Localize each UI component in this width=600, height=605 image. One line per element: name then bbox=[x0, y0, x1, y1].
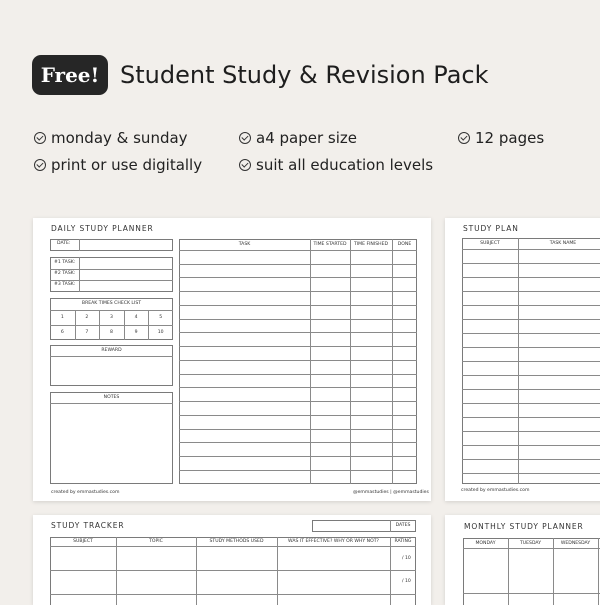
notes-title: NOTES bbox=[103, 395, 120, 400]
footer-credit: created by emmastudies.com bbox=[461, 488, 530, 493]
feature-item bbox=[34, 155, 202, 175]
table-header: RATING bbox=[394, 539, 412, 544]
feature-item bbox=[239, 128, 357, 148]
check-circle-icon bbox=[239, 132, 251, 144]
day-header: TUESDAY bbox=[519, 541, 542, 546]
check-circle-icon bbox=[34, 159, 46, 171]
free-badge: Free! bbox=[32, 55, 108, 95]
feature-item bbox=[34, 128, 188, 148]
check-circle-icon bbox=[34, 132, 46, 144]
table-header: TIME FINISHED bbox=[353, 242, 389, 247]
study-tracker-sheet bbox=[33, 515, 431, 605]
date-label: DATE: bbox=[57, 241, 71, 246]
rating-value: / 10 bbox=[402, 556, 411, 561]
break-number[interactable]: 2 bbox=[85, 315, 89, 320]
table-header: SUBJECT bbox=[73, 539, 93, 544]
break-number[interactable]: 6 bbox=[60, 330, 64, 335]
feature-label: print or use digitally bbox=[51, 156, 203, 174]
table-header: DONE bbox=[397, 242, 412, 247]
check-circle-icon bbox=[239, 159, 251, 171]
sheet-title: STUDY PLAN bbox=[463, 224, 519, 233]
task-label: #3 TASK: bbox=[54, 282, 76, 287]
task-table bbox=[179, 239, 417, 484]
break-number[interactable]: 4 bbox=[134, 315, 138, 320]
study-plan-sheet bbox=[445, 218, 600, 501]
footer-credit: created by emmastudies.com bbox=[51, 490, 120, 495]
feature-label: suit all education levels bbox=[256, 156, 434, 174]
feature-label: a4 paper size bbox=[256, 129, 357, 147]
break-number[interactable]: 8 bbox=[110, 330, 113, 335]
break-number[interactable]: 3 bbox=[110, 315, 113, 320]
sheet-title: DAILY STUDY PLANNER bbox=[51, 224, 154, 233]
break-number[interactable]: 9 bbox=[134, 330, 138, 335]
check-circle-icon bbox=[458, 132, 470, 144]
break-number[interactable]: 7 bbox=[85, 330, 89, 335]
feature-item bbox=[458, 128, 544, 148]
day-header: MONDAY bbox=[475, 541, 496, 546]
rating-value: / 10 bbox=[402, 579, 411, 584]
daily-study-planner-sheet bbox=[33, 218, 431, 501]
break-number[interactable]: 5 bbox=[159, 315, 163, 320]
table-header: WAS IT EFFECTIVE? WHY OR WHY NOT? bbox=[288, 539, 379, 544]
day-header: WEDNESDAY bbox=[560, 541, 591, 546]
table-header: TASK bbox=[238, 242, 251, 247]
break-number[interactable]: 1 bbox=[60, 315, 64, 320]
break-times-title: BREAK TIMES CHECK LIST bbox=[81, 301, 142, 306]
feature-item bbox=[239, 155, 433, 175]
monthly-study-planner-sheet bbox=[445, 515, 600, 605]
sheet-title: MONTHLY STUDY PLANNER bbox=[464, 522, 584, 531]
page-title: Student Study & Revision Pack bbox=[120, 61, 489, 89]
table-header: TIME STARTED bbox=[313, 242, 347, 247]
feature-label: monday & sunday bbox=[51, 129, 188, 147]
task-label: #1 TASK: bbox=[54, 260, 76, 265]
table-header: TOPIC bbox=[149, 539, 163, 544]
dates-label: DATES bbox=[395, 523, 411, 528]
break-number[interactable]: 10 bbox=[157, 330, 164, 335]
notes-box bbox=[50, 392, 173, 484]
table-header: SUBJECT bbox=[480, 241, 500, 246]
task-label: #2 TASK: bbox=[54, 271, 76, 276]
table-header: STUDY METHODS USED bbox=[209, 539, 264, 544]
feature-label: 12 pages bbox=[475, 129, 545, 147]
footer-social: @emmastudies | @emmastudies bbox=[353, 490, 429, 495]
reward-title: REWARD bbox=[101, 348, 122, 353]
table-header: TASK NAME bbox=[549, 241, 577, 246]
sheet-title: STUDY TRACKER bbox=[51, 521, 125, 530]
